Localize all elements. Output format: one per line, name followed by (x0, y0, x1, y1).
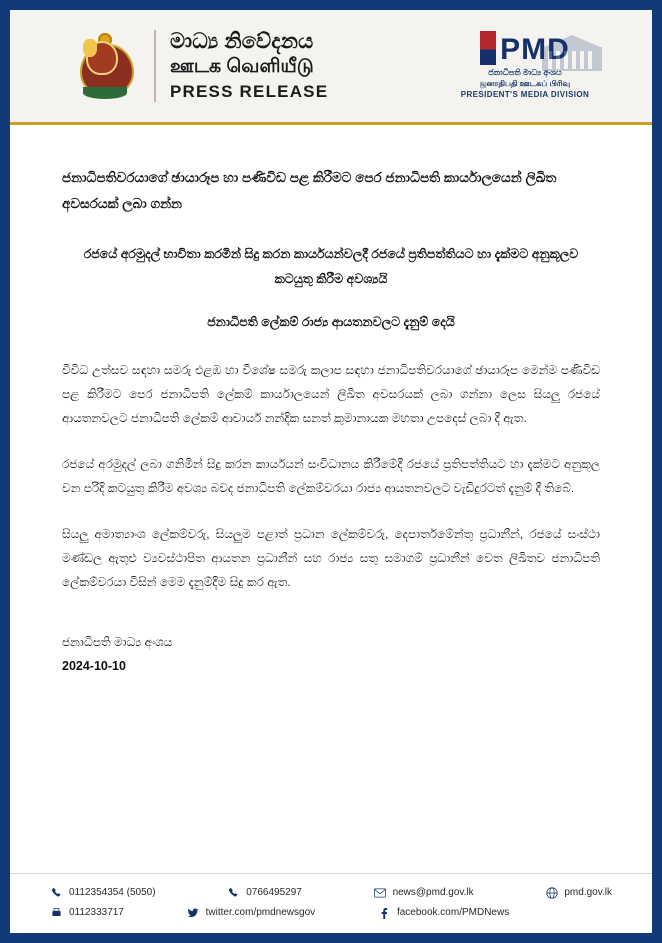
footer-website[interactable] (545, 886, 612, 899)
signoff (62, 630, 600, 679)
header-titles (154, 30, 328, 102)
footer-phone-1-text: 0112354354 (5050) (69, 887, 156, 898)
document-header (10, 10, 652, 125)
facebook-icon (378, 906, 391, 919)
footer-twitter[interactable] (187, 906, 316, 919)
attention-line: ජනාධිපති ලේකම් රාජ්‍ය ආයතනවලට දැනුම් දෙයි (207, 315, 455, 330)
footer-fax (50, 906, 124, 919)
issuer-name: ජනාධිපති මාධ්‍ය අංශය (62, 635, 173, 650)
mail-icon (374, 886, 387, 899)
subheadline: රජයේ අරමුදල් භාවිතා කරමින් සිදු කරන කාර්යයන්වලදී රජයේ ප්‍රතිපත්තියට හා දැක්මට අනුකූලව කටයුතු කිරීම අවශ්‍යයි (83, 247, 579, 286)
pmd-sub-tamil: ஜனாதிபதி ஊடகப் பிரிவு (479, 79, 571, 89)
footer-email-text: news@pmd.gov.lk (392, 887, 474, 898)
footer-email[interactable] (374, 886, 474, 899)
phone-icon (227, 886, 240, 899)
footer-facebook[interactable] (378, 906, 509, 919)
paragraph: විවිධ උත්සව සඳහා සමරු එළඹ හා විශේෂ සමරු කලාප සඳහා ජනාධිපතිවරයාගේ ඡායාරූප මෙන්ම පණිවිඩ පළ කිරීමට පෙර ජනාධිපති ලේකම් කාර්යාලයෙන් ලිඛිත අවසරයක් ලබා ගන්නා ලෙස සියලු රජයේ ආයතනවලට ජනාධිපති ලේකම් ආචාර්ය නන්දික සනත් කුමානායක මහතා උපදෙස් ලබා දී ඇත. (62, 363, 600, 426)
document-body (10, 125, 652, 873)
footer-phone-2 (227, 886, 302, 899)
phone-icon (50, 886, 63, 899)
document-footer (10, 873, 652, 933)
pmd-sub-english: PRESIDENT'S MEDIA DIVISION (460, 89, 590, 99)
paragraph: සියලු අමාත්‍යාංශ ලේකම්වරු, සියලුම පළාත් ප්‍රධාන ලේකම්වරු, දෙපාර්තමේන්තු ප්‍රධානීන්, රජයේ සංස්ථා මණ්ඩල ඇතුළු ව්‍යවස්ථාපිත ආයතන ප්‍රධානීන් සහ රාජ්‍ය සතු සමාගම් ප්‍රධානීන් වෙත ලිඛිතව ජනාධිපති ලේකම්වරයා විසින් මෙම දැනුම්දීම සිදු කර ඇත. (62, 527, 600, 590)
header-title-tamil: ஊடக வெளியீடு (170, 56, 314, 78)
release-date: 2024-10-10 (62, 659, 126, 674)
twitter-icon (187, 906, 200, 919)
footer-row-secondary (50, 906, 612, 919)
footer-row-primary (50, 886, 612, 899)
fax-icon (50, 906, 63, 919)
pmd-sub-sinhala: ජනාධිපති මාධ්‍ය අංශය (488, 68, 562, 78)
pmd-logo (450, 31, 600, 100)
header-title-sinhala: මාධ්‍ය නිවේදනය (170, 30, 314, 54)
footer-twitter-text: twitter.com/pmdnewsgov (205, 907, 316, 918)
national-emblem-icon (62, 33, 148, 99)
globe-icon (545, 886, 558, 899)
footer-website-text: pmd.gov.lk (564, 887, 612, 898)
footer-phone-2-text: 0766495297 (246, 887, 302, 898)
headline: ජනාධිපතිවරයාගේ ඡායාරූප හා පණිවිඩ පළ කිරීමට පෙර ජනාධිපති කාර්යාලයෙන් ලිඛිත අවසරයක් ලබා ගන්න (62, 170, 557, 211)
footer-facebook-text: facebook.com/PMDNews (396, 907, 510, 918)
pmd-flag-mark-icon (480, 31, 496, 65)
header-title-english: PRESS RELEASE (170, 81, 329, 101)
pmd-wordmark: PMD (500, 33, 570, 67)
footer-fax-text: 0112333717 (69, 907, 124, 918)
paragraph: රජයේ අරමුදල් ලබා ගනිමින් සිදු කරන කාර්යයන් සංවිධානය කිරීමේදී රජයේ ප්‍රතිපත්තියට හා දැක්මට අනුකූල වන පරිදි කටයුතු කිරීම අවශ්‍ය බවද ජනාධිපති ලේකම්වරයා රාජ්‍ය ආයතනවලට වැඩිදුරටත් දැනුම් දී තිබේ. (62, 457, 600, 496)
presidential-secretariat-building-icon (540, 33, 604, 73)
footer-phone-1 (50, 886, 156, 899)
